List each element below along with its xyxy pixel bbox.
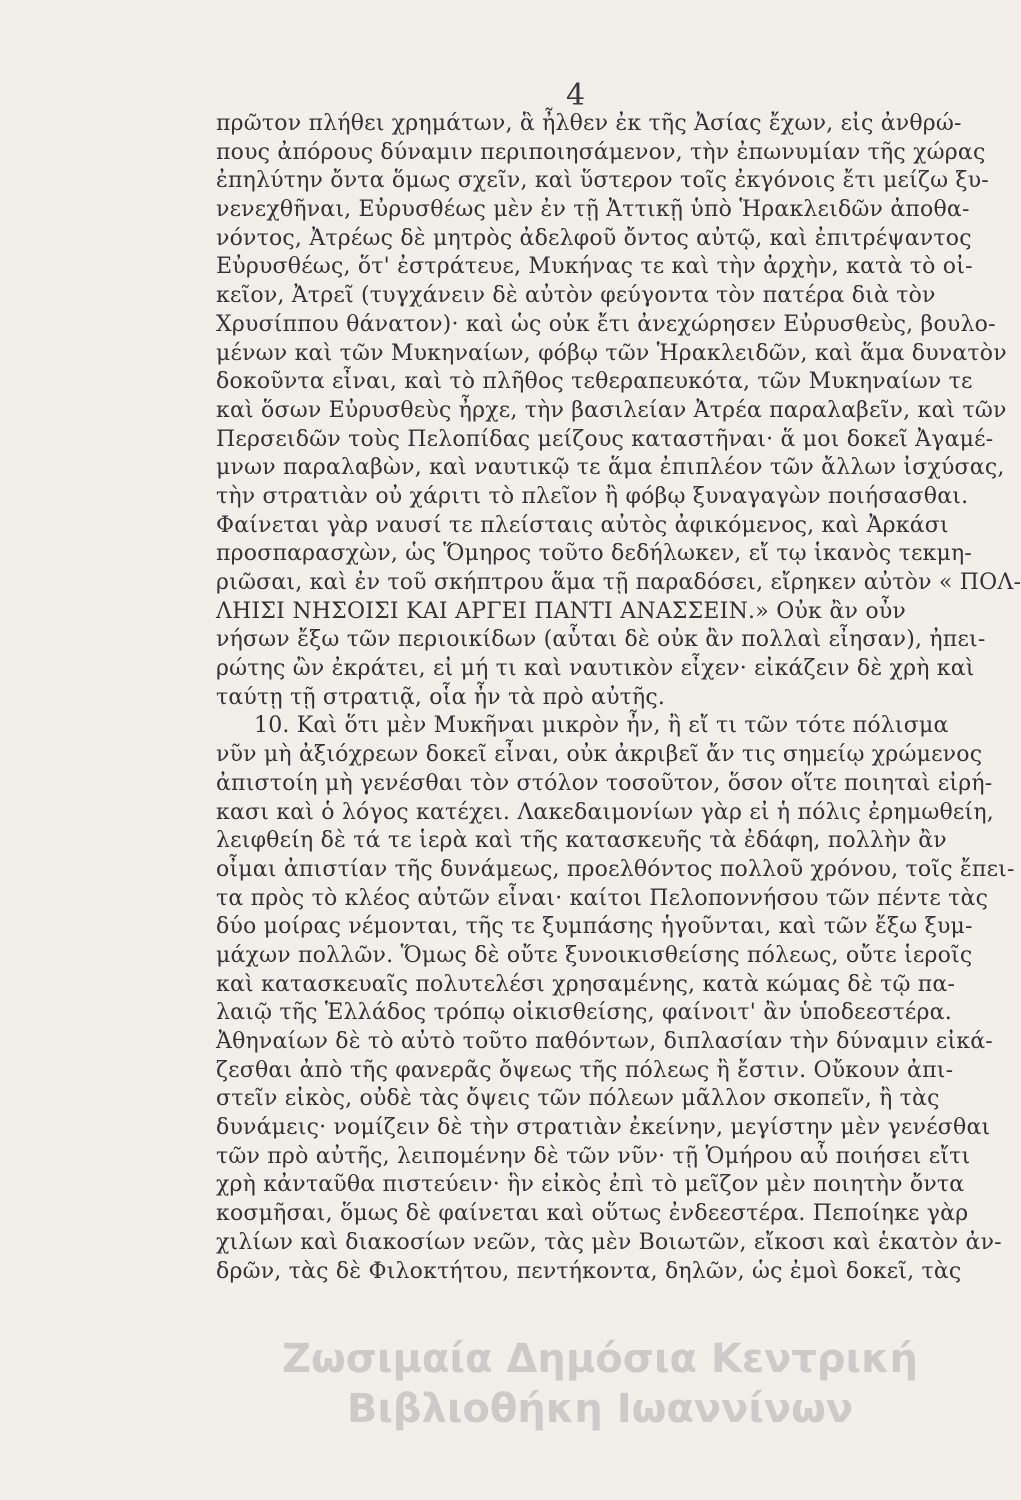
library-watermark-line2: Βιβλιοθήκη Ιωαννίνων — [346, 1386, 854, 1432]
text-line: κασι καὶ ὁ λόγος κατέχει. Λακεδαιμονίων γὰρ εἰ ἡ πόλις ἐρημωθείη, — [216, 799, 994, 825]
text-line: λαιῷ τῆς Ἑλλάδος τρόπῳ οἰκισθείσης, φαίνοιτ' ἂν ὑποδεεστέρα. — [216, 1000, 952, 1026]
text-line: δοκοῦντα εἶναι, καὶ τὸ πλῆθος τεθεραπευκότα, τῶν Μυκηναίων τε — [216, 369, 973, 395]
section-start-line: 10. Καὶ ὅτι μὲν Μυκῆναι μικρὸν ἦν, ἢ εἴ τι τῶν τότε πόλισμα — [254, 713, 949, 739]
text-line: χρὴ κἀνταῦθα πιστεύειν· ἣν εἰκὸς ἐπὶ τὸ μεῖζον μὲν ποιητὴν ὄντα — [216, 1172, 965, 1198]
text-line: μνων παραλαβὼν, καὶ ναυτικῷ τε ἅμα ἐπιπλέον τῶν ἄλλων ἰσχύσας, — [216, 455, 1005, 481]
text-line: Περσειδῶν τοὺς Πελοπίδας μείζους καταστῆναι· ἅ μοι δοκεῖ Ἀγαμέ- — [216, 426, 994, 452]
text-line: ταύτῃ τῇ στρατιᾷ, οἷα ἦν τὰ πρὸ αὐτῆς. — [216, 684, 666, 710]
text-line: στεῖν εἰκὸς, οὐδὲ τὰς ὄψεις τῶν πόλεων μᾶλλον σκοπεῖν, ἢ τὰς — [216, 1086, 940, 1112]
text-line: νενεχθῆναι, Εὐρυσθέως μὲν ἐν τῇ Ἀττικῇ ὑπὸ Ἡρακλειδῶν ἀποθα- — [216, 197, 970, 223]
text-line: καὶ κατασκευαῖς πολυτελέσι χρησαμένης, κατὰ κώμας δὲ τῷ πα- — [216, 971, 956, 997]
text-line: ριῶσαι, καὶ ἐν τοῦ σκήπτρου ἅμα τῇ παραδόσει, εἴρηκεν αὐτὸν « ΠΟΛ- — [216, 570, 1021, 595]
text-line: ΛΗΙΣΙ ΝΗΣΟΙΣΙ ΚΑΙ ΑΡΓΕΙ ΠΑΝΤΙ ΑΝΑΣΣΕΙΝ.» Οὐκ ἂν οὖν — [216, 598, 906, 624]
text-line: τὴν στρατιὰν οὐ χάριτι τὸ πλεῖον ἢ φόβῳ ξυναγαγὼν ποιήσασθαι. — [216, 483, 969, 509]
text-line: προσπαρασχὼν, ὡς Ὅμηρος τοῦτο δεδήλωκεν, εἴ τῳ ἱκανὸς τεκμη- — [216, 541, 973, 567]
text-line: νῦν μὴ ἀξιόχρεων δοκεῖ εἶναι, οὐκ ἀκριβεῖ ἄν τις σημείῳ χρώμενος — [216, 742, 983, 768]
text-line: Εὐρυσθέως, ὅτ' ἐστράτευε, Μυκήνας τε καὶ τὴν ἀρχὴν, κατὰ τὸ οἰ- — [216, 254, 973, 280]
text-line: οἶμαι ἀπιστίαν τῆς δυνάμεως, προελθόντος πολλοῦ χρόνου, τοῖς ἔπει- — [216, 856, 1015, 882]
text-line: δυνάμεις· νομίζειν δὲ τὴν στρατιὰν ἐκείνην, μεγίστην μὲν γενέσθαι — [216, 1115, 991, 1141]
text-line: νόντος, Ἀτρέως δὲ μητρὸς ἀδελφοῦ ὄντος αὐτῷ, καὶ ἐπιτρέψαντος — [216, 225, 972, 251]
text-line: μάχων πολλῶν. Ὅμως δὲ οὔτε ξυνοικισθείσης πόλεως, οὔτε ἱεροῖς — [216, 942, 973, 968]
text-line: νήσων ἔξω τῶν περιοικίδων (αὗται δὲ οὐκ ἂν πολλαὶ εἶησαν), ἠπει- — [216, 627, 986, 653]
text-line: Χρυσίππου θάνατον)· καὶ ὡς οὐκ ἔτι ἀνεχώρησεν Εὐρυσθεὺς, βουλο- — [216, 311, 996, 337]
text-line: λειφθείη δὲ τά τε ἱερὰ καὶ τῆς κατασκευῆς τὰ ἐδάφη, πολλὴν ἂν — [216, 828, 947, 854]
text-line: ἐπηλύτην ὄντα ὅμως σχεῖν, καὶ ὕστερον τοῖς ἐκγόνοις ἔτι μείζω ξυ- — [216, 168, 989, 194]
text-line: κοσμῆσαι, ὅμως δὲ φαίνεται καὶ οὕτως ἐνδεεστέρα. Πεποίηκε γὰρ — [216, 1201, 969, 1227]
body-text — [216, 110, 1021, 1286]
text-line: ζεσθαι ἀπὸ τῆς φανερᾶς ὄψεως τῆς πόλεως ἢ ἔστιν. Οὔκουν ἀπι- — [216, 1057, 954, 1083]
text-line: κεῖον, Ἀτρεῖ (τυγχάνειν δὲ αὐτὸν φεύγοντα τὸν πατέρα διὰ τὸν — [216, 283, 936, 309]
text-line: Ἀθηναίων δὲ τὸ αὐτὸ τοῦτο παθόντων, διπλασίαν τὴν δύναμιν εἰκά- — [216, 1029, 993, 1054]
text-line: ἀπιστοίη μὴ γενέσθαι τὸν στόλον τοσοῦτον, ὅσον οἵτε ποιηταὶ εἰρή- — [216, 770, 993, 796]
page-number: 4 — [566, 78, 586, 113]
text-line: πρῶτον πλήθει χρημάτων, ἃ ἦλθεν ἐκ τῆς Ἀσίας ἔχων, εἰς ἀνθρώ- — [216, 111, 962, 136]
text-line: καὶ ὅσων Εὐρυσθεὺς ἦρχε, τὴν βασιλείαν Ἀτρέα παραλαβεῖν, καὶ τῶν — [216, 397, 1007, 423]
text-line: χιλίων καὶ διακοσίων νεῶν, τὰς μὲν Βοιωτῶν, εἴκοσι καὶ ἑκατὸν ἀν- — [216, 1229, 1002, 1255]
text-line: ρώτης ὢν ἐκράτει, εἰ μή τι καὶ ναυτικὸν εἶχεν· εἰκάζειν δὲ χρὴ καὶ — [216, 656, 975, 682]
text-line: Φαίνεται γὰρ ναυσί τε πλείσταις αὐτὸς ἀφικόμενος, καὶ Ἀρκάσι — [216, 512, 949, 538]
library-watermark-line1: Ζωσιμαία Δημόσια Κεντρική — [281, 1336, 919, 1382]
text-line: τῶν πρὸ αὐτῆς, λειπομένην δὲ τῶν νῦν· τῇ Ὁμήρου αὖ ποιήσει εἴτι — [216, 1143, 971, 1169]
text-line: τα πρὸς τὸ κλέος αὐτῶν εἶναι· καίτοι Πελοποννήσου τῶν πέντε τὰς — [216, 885, 989, 911]
text-line: δύο μοίρας νέμονται, τῆς τε ξυμπάσης ἡγοῦνται, καὶ τῶν ἔξω ξυμ- — [216, 914, 973, 940]
text-line: δρῶν, τὰς δὲ Φιλοκτήτου, πεντήκοντα, δηλῶν, ὡς ἐμοὶ δοκεῖ, τὰς — [216, 1258, 962, 1284]
text-line: πους ἀπόρους δύναμιν περιποιησάμενον, τὴν ἐπωνυμίαν τῆς χώρας — [216, 139, 986, 165]
text-line: μένων καὶ τῶν Μυκηναίων, φόβῳ τῶν Ἡρακλειδῶν, καὶ ἅμα δυνατὸν — [216, 340, 1007, 366]
